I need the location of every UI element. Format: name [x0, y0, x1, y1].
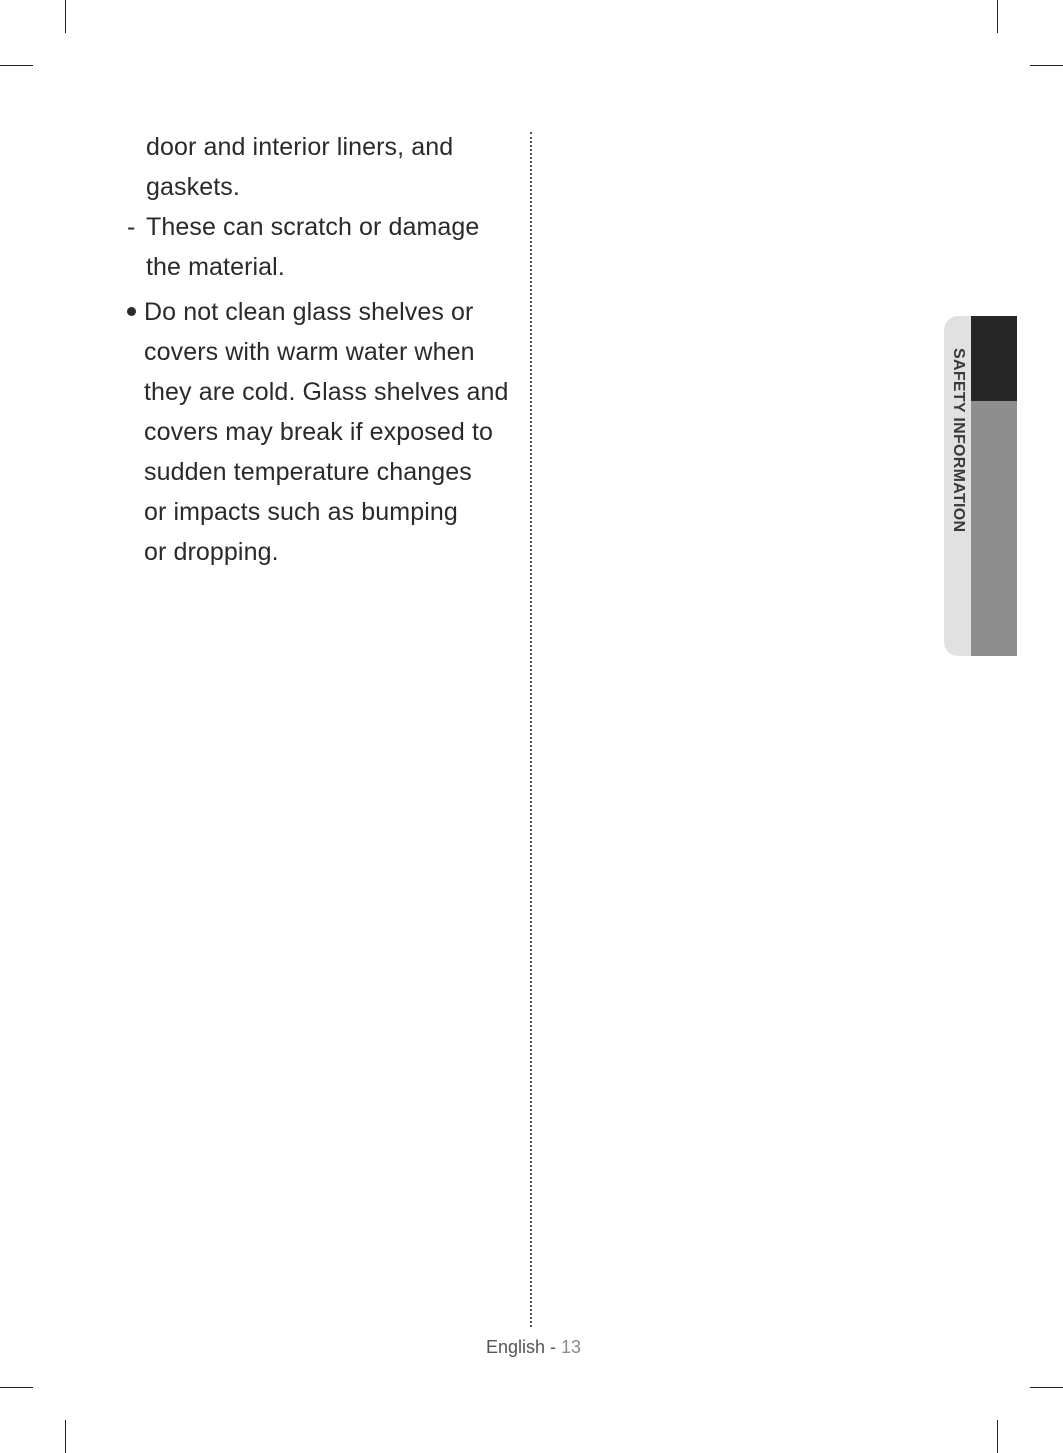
dash-item-line-2: the material. — [146, 253, 285, 281]
column-divider — [530, 132, 532, 1327]
continued-line-1: door and interior liners, and — [146, 133, 454, 161]
footer-language: English - — [486, 1337, 562, 1357]
page-number: 13 — [561, 1337, 582, 1357]
bullet-item-line-3: they are cold. Glass shelves and — [144, 378, 509, 406]
crop-mark-top-right-horizontal — [1030, 65, 1063, 66]
section-tab-dark-block — [971, 316, 1017, 401]
dash-item-line-1: These can scratch or damage — [146, 213, 480, 241]
section-tab-label: SAFETY INFORMATION — [950, 348, 967, 533]
continued-line-2: gaskets. — [146, 173, 240, 201]
bullet-item-line-6: or impacts such as bumping — [144, 498, 458, 526]
crop-mark-bottom-right-horizontal — [1030, 1387, 1063, 1388]
bullet-item-line-4: covers may break if exposed to — [144, 418, 493, 446]
left-text-column — [0, 0, 530, 1453]
bullet-item-line-1: Do not clean glass shelves or — [144, 298, 474, 326]
page-footer — [486, 1335, 581, 1359]
section-tab-gray-block — [971, 401, 1017, 656]
bullet-item-line-5: sudden temperature changes — [144, 458, 472, 486]
bullet-icon — [127, 307, 136, 316]
crop-mark-top-right-vertical — [997, 0, 998, 33]
dash-marker: - — [127, 213, 136, 241]
crop-mark-bottom-right-vertical — [997, 1420, 998, 1453]
bullet-item-line-7: or dropping. — [144, 538, 279, 566]
bullet-item-line-2: covers with warm water when — [144, 338, 475, 366]
